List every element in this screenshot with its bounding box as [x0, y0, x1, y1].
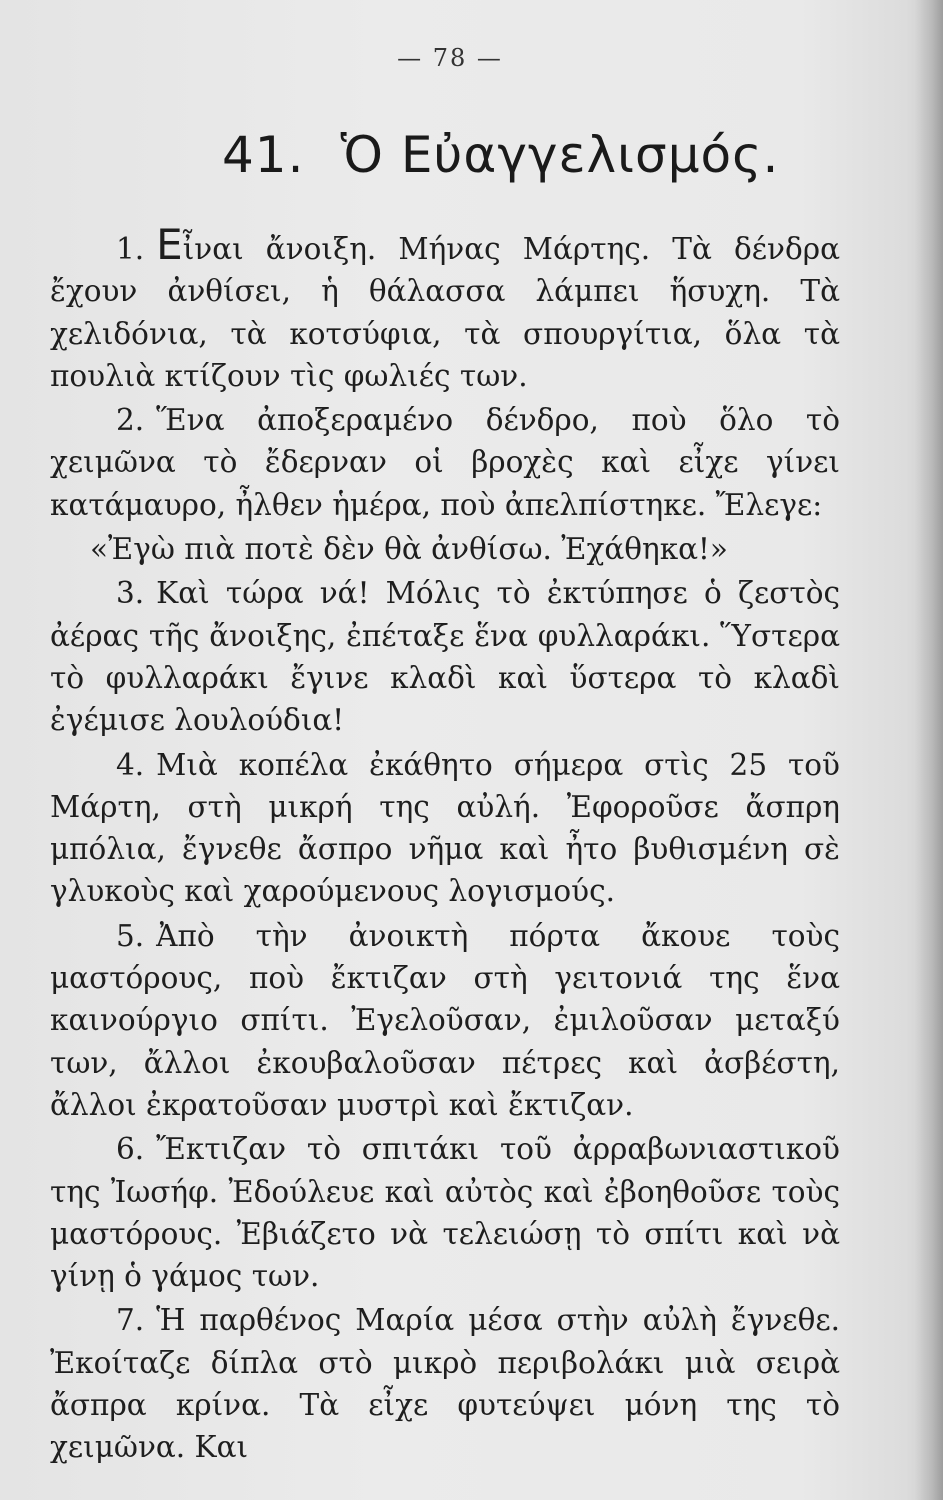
page-spine-shadow: [915, 0, 943, 1500]
paragraph-6: [50, 1128, 840, 1297]
paragraph-7: [50, 1299, 840, 1468]
paragraph-3: [50, 572, 840, 741]
paragraph-text: Ἔκτιζαν τὸ σπιτάκι τοῦ ἀρραβωνιαστικοῦ της Ἰωσήφ. Ἐδούλευε καὶ αὐτὸς καὶ ἐβοηθοῦσε τοὺς μαστόρους. Ἐβιάζετο νὰ τελειώσῃ τὸ σπίτι καὶ νὰ γίνῃ ὁ γάμος των.: [50, 1132, 840, 1294]
paragraph-number: 7.: [116, 1303, 145, 1338]
chapter-title: [222, 126, 779, 184]
paragraph-text: Μιὰ κοπέλα ἐκάθητο σήμερα στὶς 25 τοῦ Μάρτη, στὴ μικρή της αὐλή. Ἐφοροῦσε ἄσπρη μπόλια, ἔγνεθε ἄσπρο νῆμα καὶ ἦτο βυθισμένη σὲ γλυκοὺς καὶ χαρούμενους λογισμούς.: [50, 747, 840, 909]
paragraph-5: [50, 915, 840, 1126]
paragraph-text: ἶναι ἄνοιξη. Μήνας Μάρτης. Τὰ δένδρα ἔχουν ἀνθίσει, ἡ θάλασσα λάμπει ἥσυχη. Τὰ χελιδόνια, τὰ κοτσύφια, τὰ σπουργίτια, ὅλα τὰ πουλιὰ κτίζουν τὶς φωλιές των.: [50, 232, 840, 393]
paragraph-text: Ἕνα ἀποξεραμένο δένδρο, ποὺ ὅλο τὸ χειμῶνα τὸ ἔδερναν οἱ βροχὲς καὶ εἶχε γίνει κατάμαυρο, ἦλθεν ἡμέρα, ποὺ ἀπελπίστηκε. Ἔλεγε:: [50, 403, 840, 522]
paragraph-number: 5.: [116, 918, 145, 953]
paragraph-number: 6.: [116, 1132, 145, 1167]
paragraph-number: 4.: [116, 747, 145, 782]
paragraph-number: 3.: [116, 576, 145, 611]
paragraph-number: 2.: [116, 403, 145, 438]
quoted-speech: «Ἐγὼ πιὰ ποτὲ δὲν θὰ ἀνθίσω. Ἐχάθηκα!»: [90, 532, 728, 567]
paragraph-4: [50, 744, 840, 913]
paragraph-text: Ἡ παρθένος Μαρία μέσα στὴν αὐλὴ ἔγνεθε. Ἐκοίταζε δίπλα στὸ μικρὸ περιβολάκι μιὰ σειρὰ ἄσπρα κρίνα. Τὰ εἶχε φυτεύψει μόνη της τὸ χειμῶνα. Και: [50, 1303, 840, 1465]
paragraph-2: [50, 399, 840, 526]
page-number: — 78 —: [397, 44, 503, 72]
chapter-number: 41.: [222, 126, 305, 184]
paragraph-text: Ἀπὸ τὴν ἀνοικτὴ πόρτα ἄκουε τοὺς μαστόρους, ποὺ ἔκτιζαν στὴ γειτονιά της ἕνα καινούργιο σπίτι. Ἐγελοῦσαν, ἐμιλοῦσαν μεταξύ των, ἄλλοι ἐκουβαλοῦσαν πέτρες καὶ ἀσβέστη, ἄλλοι ἐκρατοῦσαν μυστρὶ καὶ ἔκτιζαν.: [50, 918, 840, 1122]
chapter-body: [50, 220, 840, 1471]
drop-initial: Ε: [156, 220, 183, 269]
paragraph-number: 1.: [116, 232, 145, 266]
chapter-title-text: Ὁ Εὐαγγελισμός.: [340, 126, 780, 184]
paragraph-text: Καὶ τώρα νά! Μόλις τὸ ἐκτύπησε ὁ ζεστὸς ἀέρας τῆς ἄνοιξης, ἐπέταξε ἕνα φυλλαράκι. Ὕστερα τὸ φυλλαράκι ἔγινε κλαδὶ καὶ ὕστερα τὸ κλαδὶ ἐγέμισε λουλούδια!: [50, 576, 840, 738]
paragraph-1: [50, 220, 840, 397]
